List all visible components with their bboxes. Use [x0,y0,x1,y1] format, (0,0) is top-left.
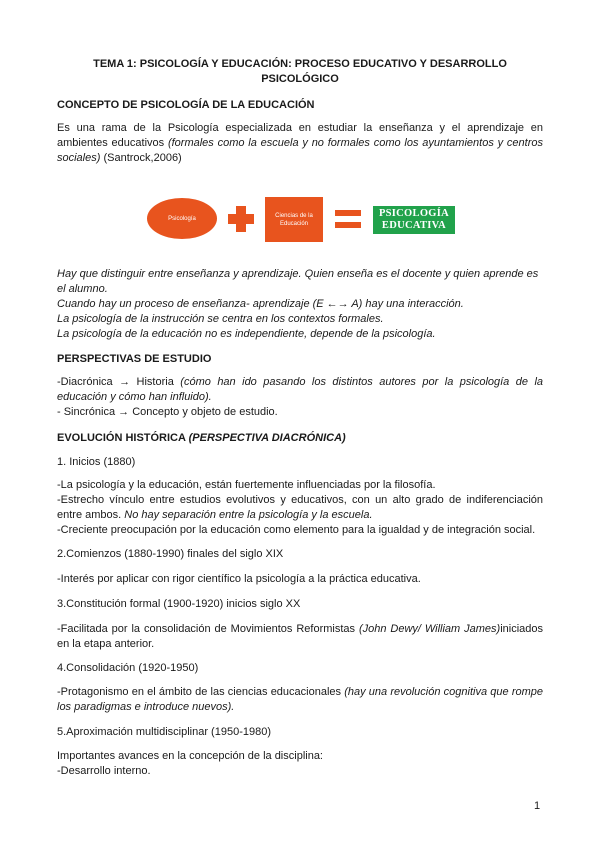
section-1-bullet-3: -Creciente preocupación por la educación como elemento para la igualdad y de integración social. [57,524,536,536]
section-1-bullet-1: -La psicología y la educación, están fuertemente influenciadas por la filosofía. [57,479,436,491]
ellipse-label: Psicología [168,215,196,222]
concept-diagram [0,188,600,248]
page-number: 1 [534,800,541,812]
heading-evolucion: EVOLUCIÓN HISTÓRICA (PERSPECTIVA DIACRÓNICA) [57,432,346,444]
result-line-1: PSICOLOGÍA [378,208,450,219]
heading-concepto: CONCEPTO DE PSICOLOGÍA DE LA EDUCACIÓN [57,99,315,111]
definicion-text: Es una rama de la Psicología especializada en estudiar la enseñanza y el aprendizaje en ambientes educativos [57,122,543,149]
note-3: La psicología de la instrucción se centra en los contextos formales. [57,313,384,325]
perspectiva-sincronica: - Sincrónica → Concepto y objeto de estudio. [57,406,278,418]
perspectiva-diacronica: -Diacrónica → Historia (cómo han ido pasando los distintos autores por la psicología de la educación y cómo han influido). [57,376,544,403]
section-1-title: 1. Inicios (1880) [57,456,136,468]
box-label: Ciencias de la Educación [275,212,313,227]
section-1-bullet-2: -Estrecho vínculo entre estudios evolutivos y educativos, con un alto grado de indiferenciación entre ambos. No hay separación entre la psicología y la escuela. [57,494,543,521]
title-line-1: TEMA 1: PSICOLOGÍA Y EDUCACIÓN: PROCESO EDUCATIVO Y DESARROLLO [93,58,507,70]
section-3-title: 3.Constitución formal (1900-1920) inicios siglo XX [57,598,301,610]
ciencias-educacion-box [265,197,323,242]
note-4: La psicología de la educación no es independiente, depende de la psicología. [57,328,436,340]
section-5-intro: Importantes avances en la concepción de la disciplina: [57,750,323,762]
section-2-bullet-1: -Interés por aplicar con rigor científico la psicología a la práctica educativa. [57,573,421,585]
section-4-title: 4.Consolidación (1920-1950) [57,662,199,674]
section-4-bullet-1: -Protagonismo en el ámbito de las ciencias educacionales (hay una revolución cognitiva que rompe los paradigmas e introduce nuevos). [57,686,543,713]
note-1: Hay que distinguir entre enseñanza y aprendizaje. Quien enseña es el docente y quien aprende es el alumno. [57,268,539,295]
section-2-title: 2.Comienzos (1880-1990) finales del siglo XIX [57,548,284,560]
document-title [70,57,530,87]
psicologia-educativa-box [373,206,455,234]
section-5-title: 5.Aproximación multidisciplinar (1950-1980) [57,726,271,738]
definicion-italic: (formales como la escuela y no formales como los ayuntamientos y centros sociales) [57,137,544,164]
section-3-bullet-1: -Facilitada por la consolidación de Movimientos Reformistas (John Dewy/ William James)iniciados en la etapa anterior. [57,623,544,650]
psicologia-ellipse [147,198,217,239]
notes-block [57,267,543,342]
paragraph-definicion [57,121,543,166]
result-line-2: EDUCATIVA [381,220,447,231]
section-5-bullet-1: -Desarrollo interno. [57,765,151,777]
heading-perspectivas: PERSPECTIVAS DE ESTUDIO [57,353,212,365]
title-line-2: PSICOLÓGICO [261,73,339,85]
definicion-cita: (Santrock,2006) [100,152,182,164]
note-2: Cuando hay un proceso de enseñanza- aprendizaje (E ←→ A) hay una interacción. [57,298,464,310]
